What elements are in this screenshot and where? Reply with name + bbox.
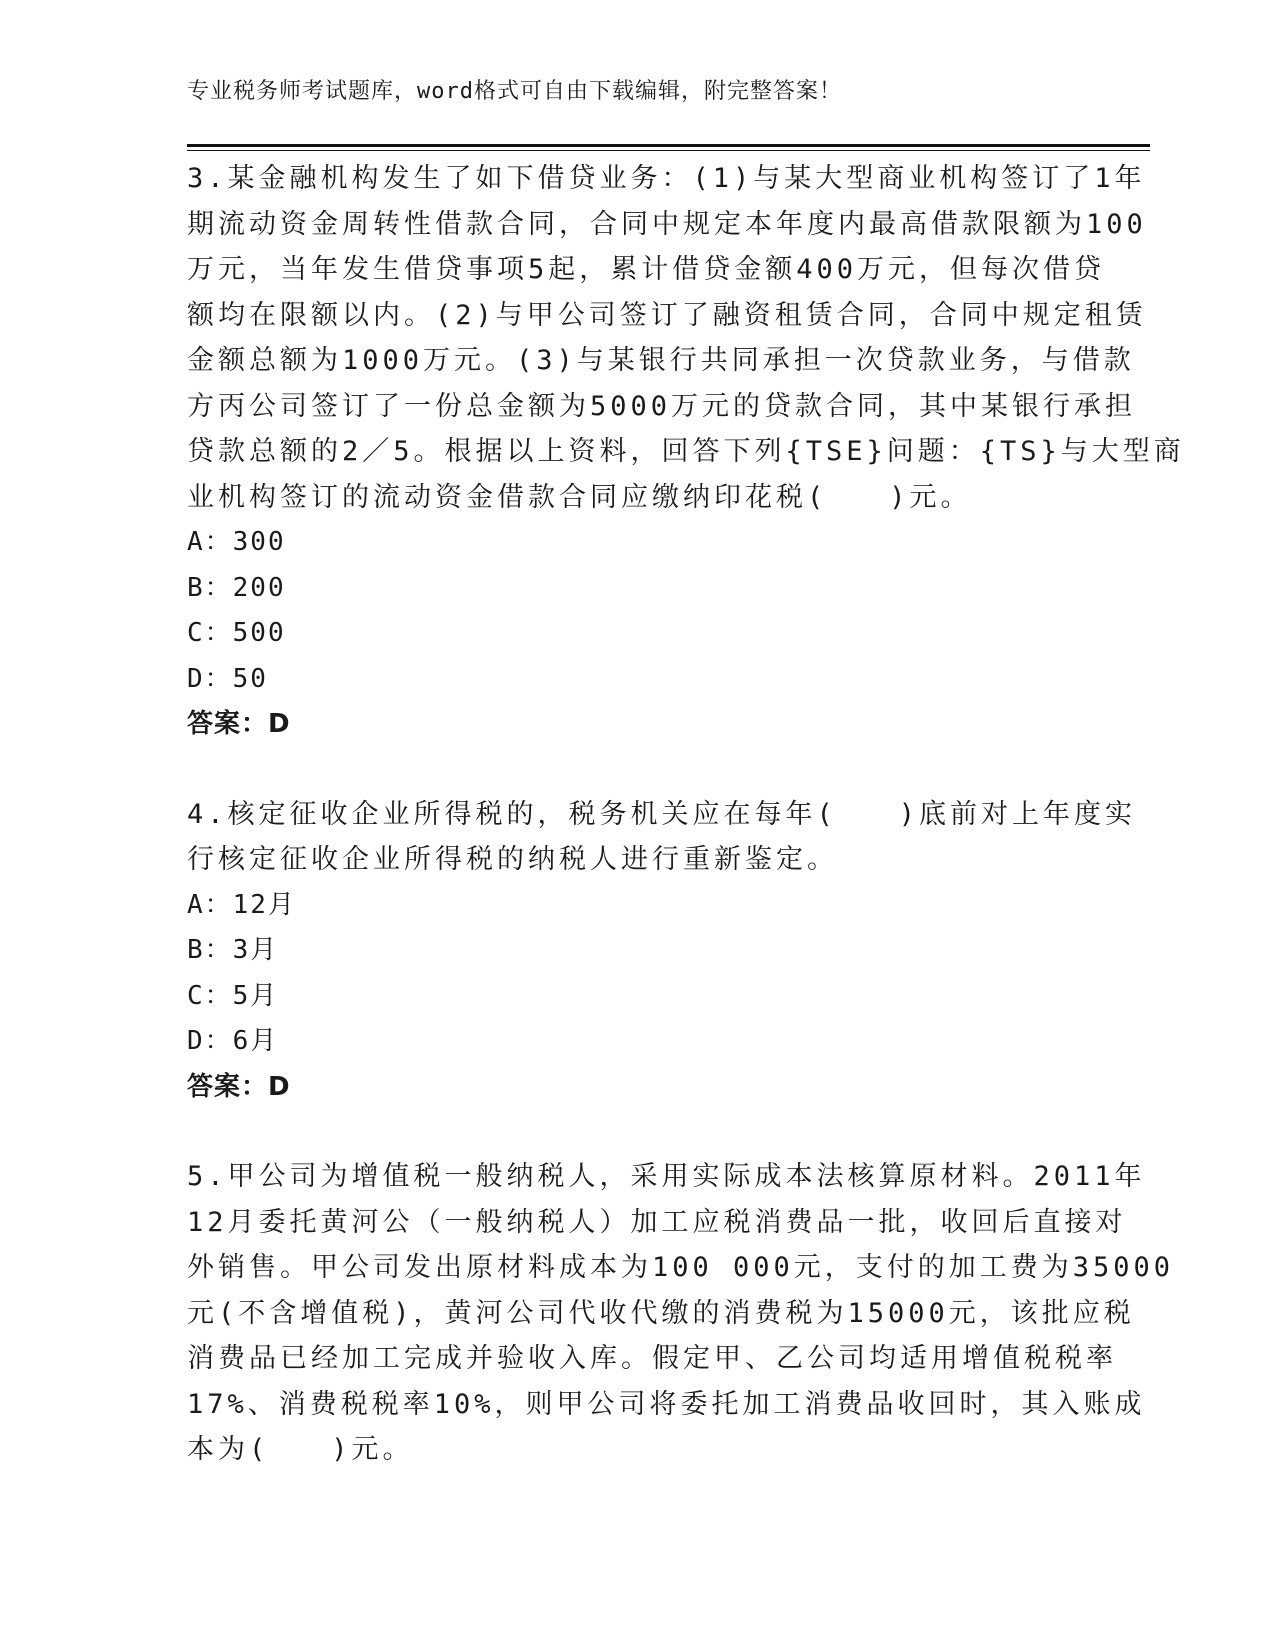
question-text-line: 4.核定征收企业所得税的，税务机关应在每年( )底前对上年度实 — [187, 798, 1137, 830]
question-4 — [187, 792, 1137, 1111]
question-text-line: 万元，当年发生借贷事项5起，累计借贷金额400万元，但每次借贷 — [187, 254, 1106, 285]
option-d: D：50 — [187, 663, 268, 694]
option-b: B：3月 — [187, 935, 279, 965]
answer-label: 答案：D — [187, 709, 291, 739]
option-a: A：300 — [187, 527, 286, 557]
header-divider-thin — [187, 150, 1150, 151]
question-text-line: 3.某金融机构发生了如下借贷业务：(1)与某大型商业机构签订了1年 — [187, 163, 1146, 194]
option-c: C：5月 — [187, 980, 279, 1011]
option-a: A：12月 — [187, 889, 296, 920]
header-divider-thick — [187, 144, 1150, 147]
question-text-line: 17%、消费税税率10%，则甲公司将委托加工消费品收回时，其入账成 — [187, 1388, 1146, 1420]
question-text-line: 期流动资金周转性借款合同，合同中规定本年度内最高借款限额为100 — [187, 208, 1147, 240]
question-text-line: 业机构签订的流动资金借款合同应缴纳印花税( )元。 — [187, 481, 972, 513]
question-text-line: 12月委托黄河公（一般纳税人）加工应税消费品一批，收回后直接对 — [187, 1206, 1127, 1238]
answer-label: 答案：D — [187, 1071, 291, 1102]
question-list — [187, 156, 1185, 1517]
page-header: 专业税务师考试题库，word格式可自由下载编辑，附完整答案！ — [187, 79, 842, 104]
question-text-line: 5.甲公司为增值税一般纳税人，采用实际成本法核算原材料。2011年 — [187, 1161, 1146, 1192]
question-3 — [187, 156, 1185, 748]
question-text-line: 金额总额为1000万元。(3)与某银行共同承担一次贷款业务，与借款 — [187, 345, 1135, 376]
option-b: B：200 — [187, 572, 286, 603]
option-c: C：500 — [187, 618, 286, 648]
question-5 — [187, 1154, 1175, 1473]
option-d: D：6月 — [187, 1026, 279, 1056]
question-text-line: 外销售。甲公司发出原材料成本为100 000元，支付的加工费为35000 — [187, 1252, 1175, 1283]
question-text-line: 额均在限额以内。(2)与甲公司签订了融资租赁合同，合同中规定租赁 — [187, 299, 1147, 331]
question-text-line: 消费品已经加工完成并验收入库。假定甲、乙公司均适用增值税税率 — [187, 1343, 1117, 1374]
question-text-line: 行核定征收企业所得税的纳税人进行重新鉴定。 — [187, 844, 838, 875]
question-text-line: 方丙公司签订了一份总金额为5000万元的贷款合同，其中某银行承担 — [187, 390, 1137, 422]
question-text-line: 贷款总额的2／5。根据以上资料，回答下列{TSE}问题：{TS}与大型商 — [187, 436, 1185, 467]
question-text-line: 元(不含增值税)，黄河公司代收代缴的消费税为15000元，该批应税 — [187, 1297, 1135, 1329]
question-text-line: 本为( )元。 — [187, 1434, 414, 1465]
